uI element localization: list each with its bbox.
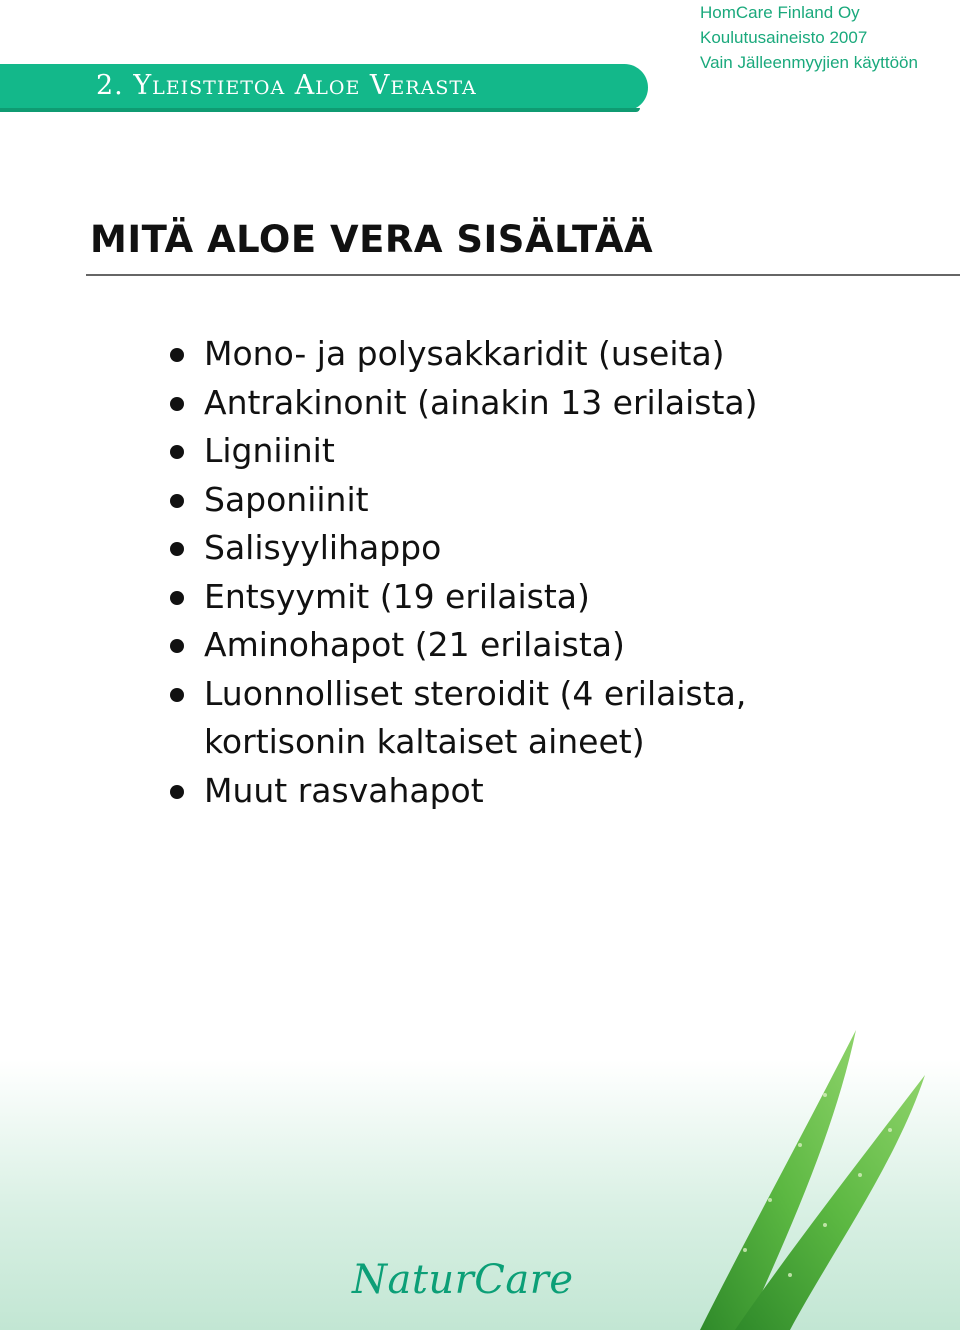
bullet-icon (170, 494, 184, 508)
bullet-icon (170, 639, 184, 653)
list-item-text: Ligniinit (204, 431, 335, 470)
list-item (170, 621, 758, 670)
bullet-icon (170, 542, 184, 556)
list-item-text: Antrakinonit (ainakin 13 erilaista) (204, 382, 758, 422)
ingredient-list (170, 330, 758, 815)
list-item (170, 427, 758, 476)
bullet-icon (170, 785, 184, 799)
section-banner-shadow (0, 108, 640, 112)
bullet-icon (170, 688, 184, 702)
title-divider (86, 274, 960, 276)
company-info (700, 0, 918, 75)
list-item (170, 767, 758, 816)
list-item (170, 330, 758, 379)
bullet-icon (170, 397, 184, 411)
bullet-icon (170, 445, 184, 459)
brand-logo: NaturCare (352, 1257, 574, 1303)
material-label: Koulutusaineisto 2007 (700, 28, 868, 47)
list-item-text: Muut rasvahapot (204, 770, 484, 810)
bullet-icon (170, 591, 184, 605)
bullet-icon (170, 348, 184, 362)
list-item-text: Mono- ja polysakkaridit (useita) (204, 334, 725, 373)
list-item-continuation (170, 718, 758, 767)
list-item-text: Saponiinit (204, 479, 369, 519)
audience-label: Vain Jälleenmyyjien käyttöön (700, 53, 918, 72)
company-name: HomCare Finland Oy (700, 3, 860, 22)
list-item-text: Entsyymit (19 erilaista) (204, 576, 590, 616)
list-item-text: Salisyylihappo (204, 528, 442, 567)
list-item (170, 524, 758, 573)
list-item-text: kortisonin kaltaiset aineet) (204, 722, 645, 761)
list-item-text: Aminohapot (21 erilaista) (204, 625, 625, 664)
page-title: MITÄ ALOE VERA SISÄLTÄÄ (90, 218, 654, 261)
list-item (170, 476, 758, 525)
list-item (170, 573, 758, 622)
list-item-text: Luonnolliset steroidit (4 erilaista, (204, 673, 747, 713)
list-item (170, 670, 758, 719)
section-title: 2. Yleistietoa Aloe Verasta (96, 70, 477, 101)
list-item (170, 379, 758, 428)
